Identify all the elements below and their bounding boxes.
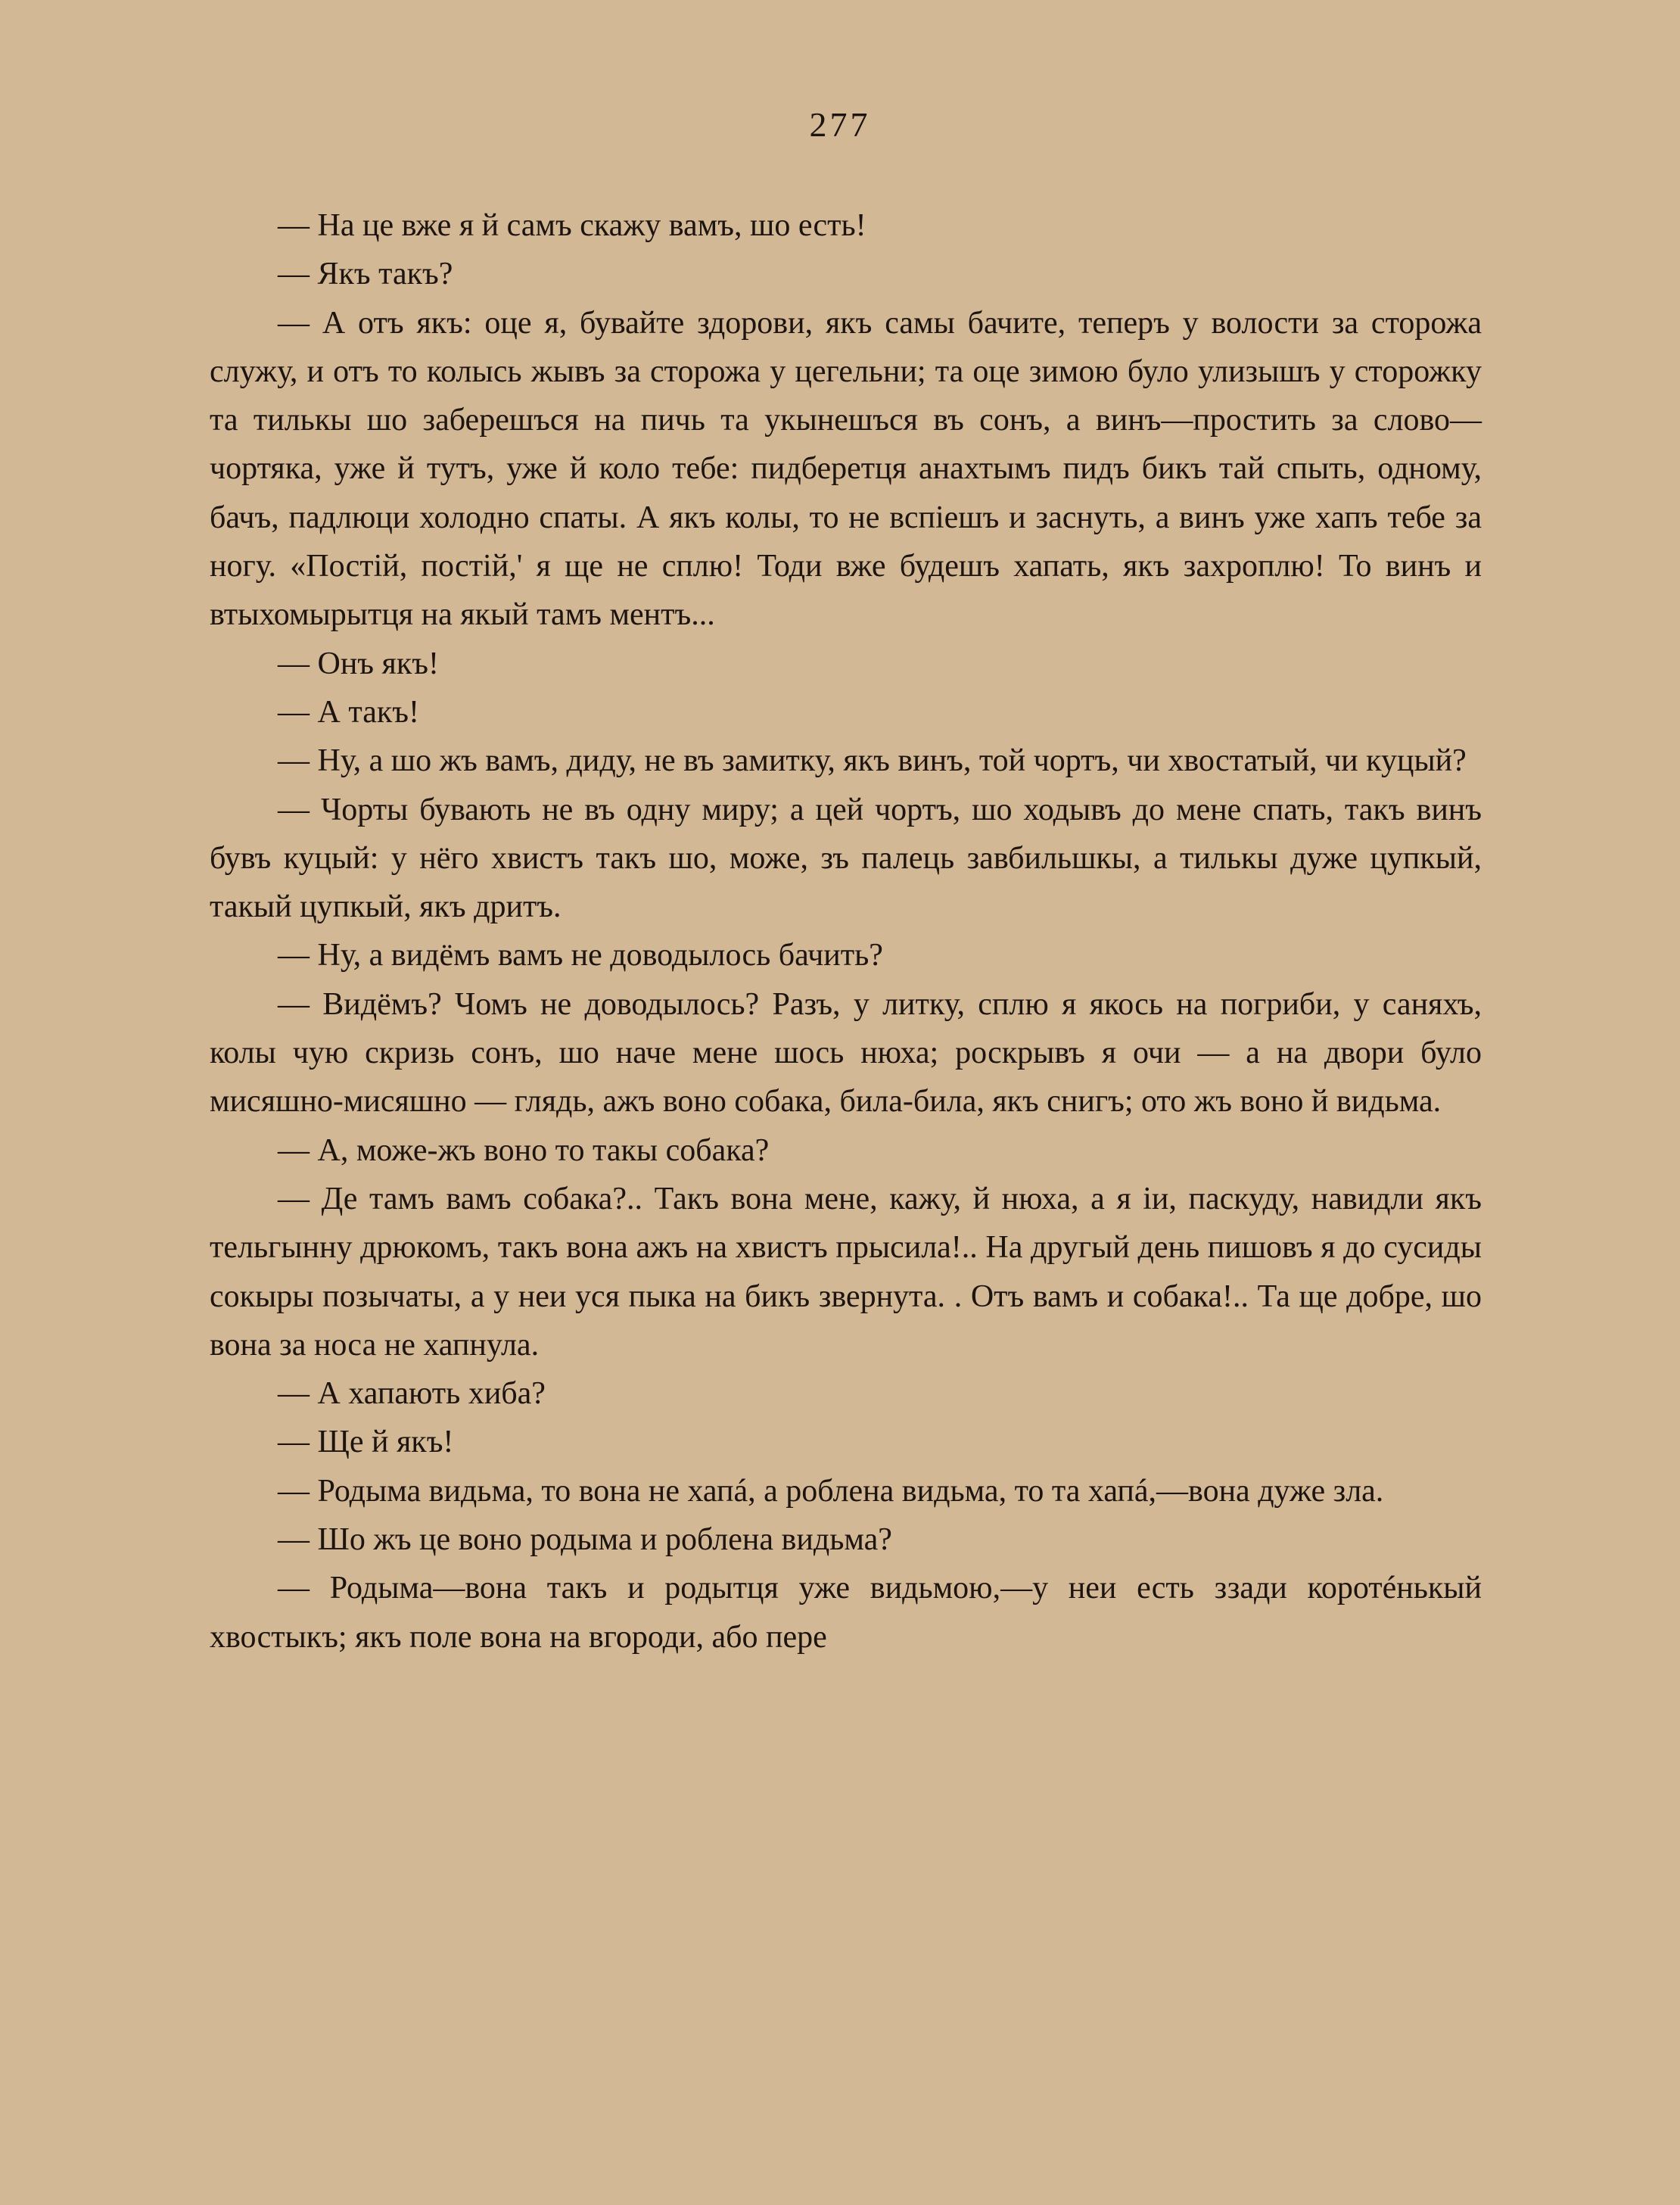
page-number: 277 [809, 105, 871, 144]
dialogue-paragraph: — Видёмъ? Чомъ не доводылось? Разъ, у литку, сплю я якось на погриби, у саняхъ, колы чую скризь сонъ, шо наче мене шось нюха; роскрывъ я очи — а на двори було мисяшно-мисяшно — глядь, ажъ воно собака, била-била, якъ снигъ; ото жъ воно й видьма. [210, 986, 1482, 1120]
dialogue-paragraph: — Родыма видьма, то вона не хапá, а роблена видьма, то та хапá,—вона дуже зла. [278, 1473, 1384, 1509]
dialogue-paragraph: — Де тамъ вамъ собака?.. Такъ вона мене, кажу, й нюха, а я iи, паскуду, навидли якъ тельгынну дрюкомъ, такъ вона ажъ на хвистъ прысила!.. На другый день пишовъ я до сусиды сокыры позычаты, а у неи уся пыка на бикъ звернута. . Отъ вамъ и собака!.. Та ще добре, шо вона за носа не хапнула. [210, 1181, 1482, 1363]
dialogue-paragraph: — Шо жъ це воно родыма и роблена видьма? [278, 1522, 892, 1558]
dialogue-paragraph: — Ну, а шо жъ вамъ, диду, не въ замитку, якъ винъ, той чортъ, чи хвостатый, чи куцый? [278, 743, 1467, 779]
dialogue-paragraph: — А хапають хиба? [278, 1376, 546, 1412]
dialogue-paragraph: — А, може-жъ воно то такы собака? [278, 1132, 770, 1168]
dialogue-paragraph: — На це вже я й самъ скажу вамъ, шо есть! [278, 208, 866, 243]
dialogue-paragraph: — Родыма—вона такъ и родытця уже видьмою,—у неи есть ззади коротéнькый хвостыкъ; якъ поле вона на вгороди, або пере [210, 1571, 1482, 1655]
dialogue-paragraph: — А такъ! [278, 694, 419, 730]
dialogue-paragraph: — Якъ такъ? [278, 257, 453, 292]
page-body [210, 201, 1482, 1662]
dialogue-paragraph: — Чорты бувають не въ одну миру; а цей чортъ, шо ходывъ до мене спать, такъ винъ бувъ куцый: у нёго хвистъ такъ шо, може, зъ палець завбильшкы, а тилькы дуже цупкый, такый цупкый, якъ дритъ. [210, 792, 1482, 925]
dialogue-paragraph: — А отъ якъ: оце я, бувайте здорови, якъ самы бачите, теперъ у волости за сторожа служу, и отъ то колысь жывъ за сторожа у цегельни; та оце зимою було улизышъ у сторожку та тилькы шо заберешъся на пичь та укынешъся въ сонъ, а винъ—простить за слово—чортяка, уже й тутъ, уже й коло тебе: пидберетця анахтымъ пидъ бикъ тай спыть, одному, бачъ, падлюци холодно спаты. А якъ колы, то не вспiешъ и заснуть, а винъ уже хапъ тебе за ногу. «Постiй, постiй,' я ще не сплю! Тоди вже будешъ хапать, якъ захроплю! То винъ и втыхомырытця на якый тамъ ментъ... [210, 305, 1482, 633]
dialogue-paragraph: — Онъ якъ! [278, 646, 439, 681]
dialogue-paragraph: — Ну, а видёмъ вамъ не доводылось бачить? [278, 938, 883, 973]
dialogue-paragraph: — Ще й якъ! [278, 1425, 454, 1460]
